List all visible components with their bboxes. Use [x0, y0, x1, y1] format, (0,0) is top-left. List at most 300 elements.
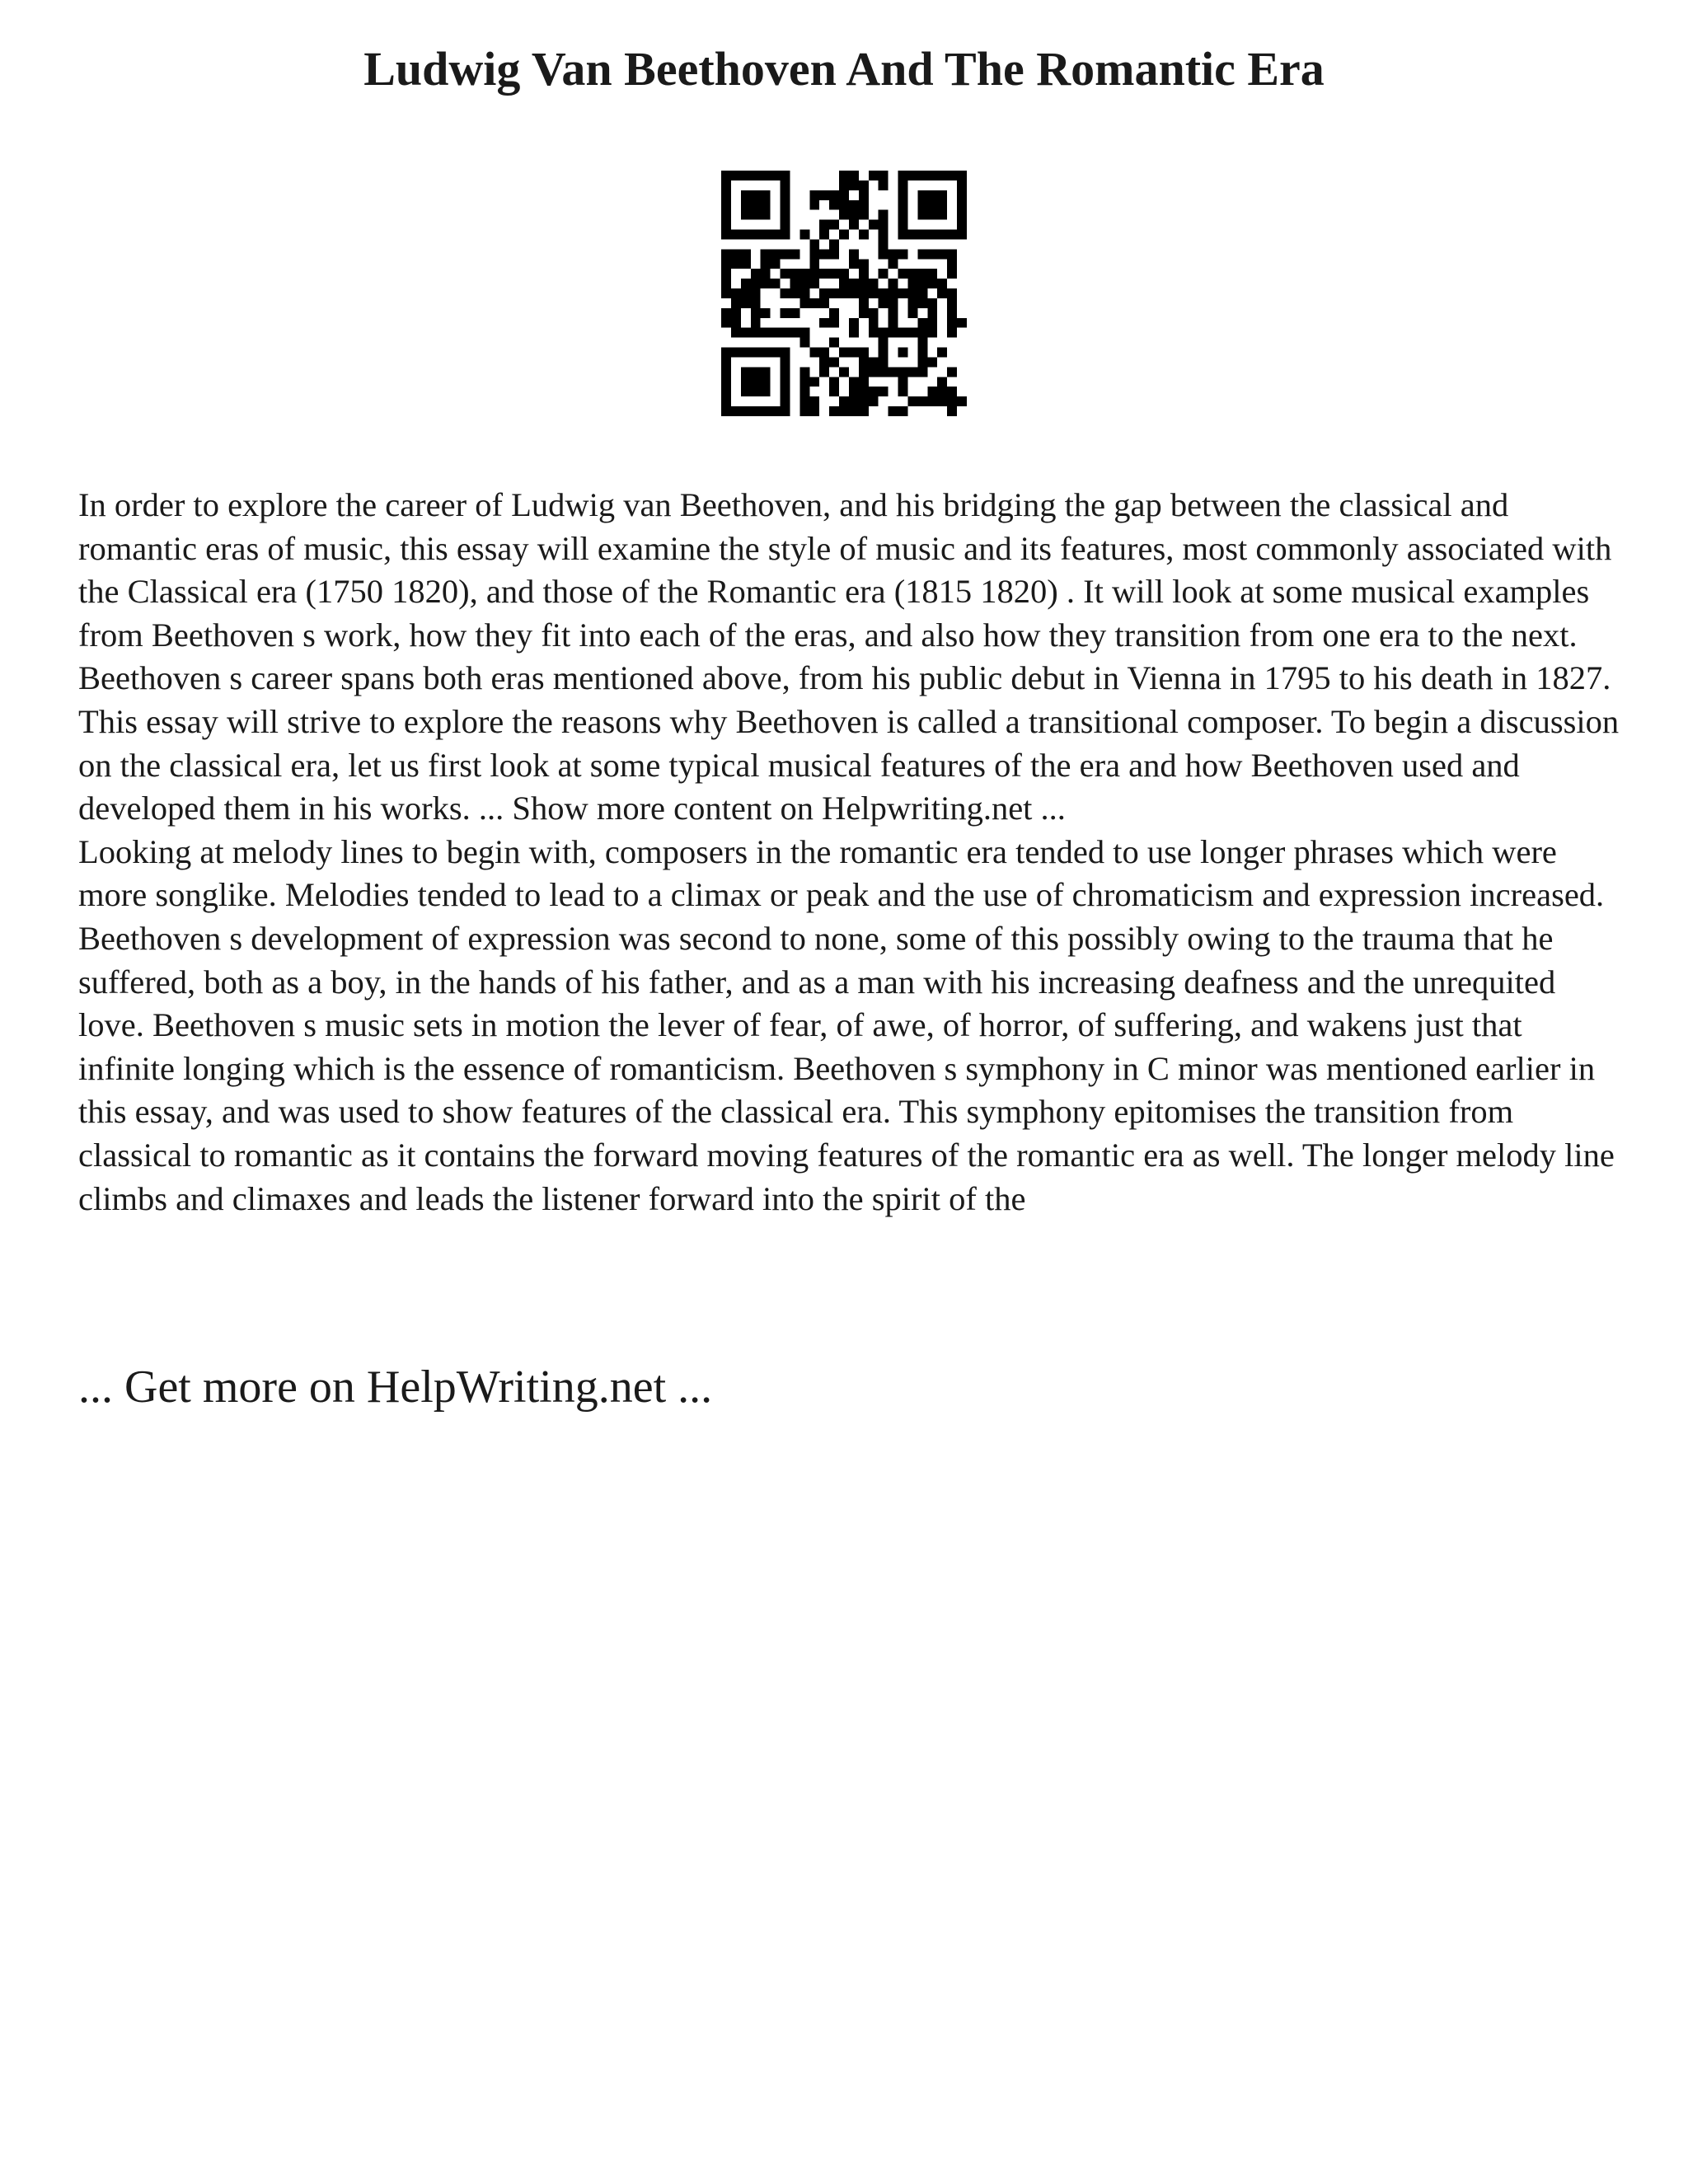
qr-module	[937, 230, 947, 240]
qr-module	[721, 357, 731, 367]
qr-module	[937, 210, 947, 220]
qr-module	[839, 210, 849, 220]
qr-module	[957, 190, 967, 200]
qr-module	[849, 279, 859, 288]
qr-module	[947, 367, 957, 377]
qr-module	[849, 249, 859, 259]
qr-module	[859, 396, 869, 406]
qr-module	[879, 230, 889, 240]
qr-module	[898, 180, 908, 190]
qr-module	[741, 279, 751, 288]
qr-module	[799, 387, 809, 396]
qr-module	[859, 387, 869, 396]
qr-module	[907, 298, 917, 308]
qr-module	[947, 249, 957, 259]
qr-module	[741, 367, 751, 377]
qr-module	[849, 288, 859, 298]
qr-module	[751, 171, 761, 180]
qr-module	[731, 348, 741, 358]
qr-module	[741, 288, 751, 298]
qr-module	[819, 318, 829, 328]
qr-module	[947, 328, 957, 338]
qr-module	[751, 230, 761, 240]
qr-module	[751, 318, 761, 328]
qr-module	[721, 387, 731, 396]
qr-module	[741, 406, 751, 416]
get-more-link[interactable]: ... Get more on HelpWriting.net ...	[78, 1361, 713, 1413]
qr-module	[721, 200, 731, 210]
qr-module	[731, 171, 741, 180]
qr-module	[741, 200, 751, 210]
qr-module	[917, 190, 927, 200]
qr-module	[751, 308, 761, 318]
qr-module	[879, 338, 889, 348]
qr-module	[869, 318, 879, 328]
qr-module	[809, 259, 819, 269]
qr-module	[947, 259, 957, 269]
qr-module	[771, 328, 781, 338]
qr-module	[869, 387, 879, 396]
qr-module	[721, 230, 731, 240]
qr-module	[771, 279, 781, 288]
qr-module	[721, 348, 731, 358]
qr-module	[809, 348, 819, 358]
qr-module	[761, 190, 771, 200]
qr-module	[721, 367, 731, 377]
qr-module	[869, 357, 879, 367]
qr-module	[898, 288, 908, 298]
qr-module	[957, 200, 967, 210]
qr-module	[771, 348, 781, 358]
qr-module	[849, 318, 859, 328]
qr-module	[907, 308, 917, 318]
qr-module	[731, 249, 741, 259]
qr-module	[927, 328, 937, 338]
qr-module	[761, 259, 771, 269]
qr-module	[839, 348, 849, 358]
qr-module	[721, 308, 731, 318]
qr-module	[889, 288, 898, 298]
qr-module	[879, 269, 889, 279]
qr-module	[859, 357, 869, 367]
qr-module	[799, 279, 809, 288]
qr-module	[869, 279, 879, 288]
qr-module	[751, 288, 761, 298]
qr-module	[859, 348, 869, 358]
qr-module	[771, 230, 781, 240]
qr-module	[937, 200, 947, 210]
qr-module	[849, 259, 859, 269]
qr-module	[781, 377, 790, 387]
qr-module	[889, 298, 898, 308]
qr-module	[947, 406, 957, 416]
qr-module	[751, 377, 761, 387]
qr-module	[917, 396, 927, 406]
qr-module	[761, 249, 771, 259]
qr-module	[879, 387, 889, 396]
qr-module	[917, 171, 927, 180]
qr-module	[849, 328, 859, 338]
qr-module	[809, 200, 819, 210]
qr-module	[947, 269, 957, 279]
qr-module	[809, 298, 819, 308]
qr-module	[771, 406, 781, 416]
qr-module	[879, 180, 889, 190]
qr-module	[937, 288, 947, 298]
qr-module	[781, 357, 790, 367]
qr-module	[761, 367, 771, 377]
qr-module	[751, 200, 761, 210]
qr-code-icon	[721, 171, 967, 416]
qr-module	[957, 230, 967, 240]
qr-module	[829, 377, 839, 387]
qr-module	[898, 220, 908, 230]
qr-module	[751, 387, 761, 396]
qr-module	[879, 210, 889, 220]
qr-module	[917, 269, 927, 279]
qr-module	[879, 328, 889, 338]
qr-module	[829, 269, 839, 279]
qr-module	[721, 190, 731, 200]
qr-module	[781, 210, 790, 220]
qr-module	[721, 318, 731, 328]
qr-module	[751, 190, 761, 200]
qr-module	[799, 328, 809, 338]
qr-module	[829, 220, 839, 230]
qr-module	[819, 288, 829, 298]
qr-module	[731, 288, 741, 298]
qr-module	[721, 269, 731, 279]
qr-module	[839, 406, 849, 416]
qr-module	[849, 396, 859, 406]
qr-module	[927, 171, 937, 180]
qr-module	[917, 288, 927, 298]
qr-module	[947, 171, 957, 180]
qr-module	[741, 387, 751, 396]
qr-module	[907, 396, 917, 406]
qr-module	[781, 406, 790, 416]
qr-module	[829, 318, 839, 328]
qr-module	[741, 171, 751, 180]
qr-module	[809, 239, 819, 249]
qr-module	[917, 249, 927, 259]
qr-module	[917, 210, 927, 220]
qr-module	[731, 298, 741, 308]
qr-module	[907, 279, 917, 288]
qr-module	[889, 367, 898, 377]
qr-module	[869, 171, 879, 180]
qr-module	[947, 230, 957, 240]
qr-module	[799, 338, 809, 348]
qr-module	[849, 200, 859, 210]
qr-module	[859, 180, 869, 190]
qr-module	[849, 377, 859, 387]
qr-module	[937, 190, 947, 200]
qr-module	[957, 220, 967, 230]
qr-module	[839, 190, 849, 200]
qr-module	[781, 249, 790, 259]
qr-module	[819, 298, 829, 308]
qr-module	[907, 328, 917, 338]
qr-module	[751, 279, 761, 288]
qr-module	[781, 190, 790, 200]
qr-module	[741, 377, 751, 387]
qr-module	[799, 230, 809, 240]
qr-module	[859, 298, 869, 308]
qr-module	[849, 348, 859, 358]
qr-module	[819, 269, 829, 279]
qr-module	[849, 180, 859, 190]
qr-module	[839, 396, 849, 406]
qr-module	[927, 190, 937, 200]
qr-module	[761, 230, 771, 240]
qr-module	[721, 288, 731, 298]
qr-module	[898, 200, 908, 210]
qr-module	[819, 348, 829, 358]
qr-module	[751, 269, 761, 279]
qr-module	[809, 269, 819, 279]
qr-module	[781, 367, 790, 377]
qr-module	[751, 210, 761, 220]
qr-module	[829, 239, 839, 249]
qr-module	[741, 249, 751, 259]
qr-module	[917, 328, 927, 338]
qr-module	[781, 171, 790, 180]
qr-module	[907, 269, 917, 279]
qr-module	[829, 387, 839, 396]
qr-module	[771, 249, 781, 259]
qr-module	[898, 190, 908, 200]
qr-module	[721, 406, 731, 416]
qr-module	[761, 348, 771, 358]
qr-module	[917, 318, 927, 328]
qr-module	[731, 230, 741, 240]
qr-module	[829, 249, 839, 259]
qr-module	[898, 230, 908, 240]
qr-module	[937, 396, 947, 406]
qr-module	[781, 200, 790, 210]
page-title: Ludwig Van Beethoven And The Romantic Era	[363, 42, 1325, 96]
qr-module	[781, 396, 790, 406]
qr-module	[937, 171, 947, 180]
qr-module	[829, 190, 839, 200]
qr-module	[927, 249, 937, 259]
qr-module	[761, 406, 771, 416]
qr-module	[898, 387, 908, 396]
qr-module	[731, 308, 741, 318]
qr-module	[799, 396, 809, 406]
qr-module	[790, 308, 799, 318]
qr-module	[859, 190, 869, 200]
qr-module	[927, 396, 937, 406]
qr-module	[839, 367, 849, 377]
qr-module	[809, 377, 819, 387]
qr-module	[947, 308, 957, 318]
qr-module	[869, 367, 879, 377]
qr-module	[741, 328, 751, 338]
qr-module	[879, 367, 889, 377]
qr-module	[741, 230, 751, 240]
qr-module	[829, 288, 839, 298]
qr-module	[917, 348, 927, 358]
qr-module	[907, 230, 917, 240]
qr-module	[879, 348, 889, 358]
qr-module	[889, 406, 898, 416]
paragraph: Looking at melody lines to begin with, composers in the romantic era tended to use longer phrases which were more songlike. Melodies tended to lead to a climax or peak and the use of chromaticism and expression increased. Beethoven s development of expression was second to none, some of this possibly owing to the trauma that he suffered, both as a boy, in the hands of his father, and as a man with his increasing deafness and the unrequited love. Beethoven s music sets in motion the lever of fear, of awe, of horror, of suffering, and wakens just that infinite longing which is the essence of romanticism. Beethoven s symphony in C minor was mentioned earlier in this essay, and was used to show features of the classical era. This symphony epitomises the transition from classical to romantic as it contains the forward moving features of the romantic era as well. The longer melody line climbs and climaxes and leads the listener forward into the spirit of the	[78, 832, 1615, 1217]
qr-module	[839, 200, 849, 210]
qr-module	[799, 288, 809, 298]
qr-module	[917, 338, 927, 348]
qr-module	[829, 357, 839, 367]
qr-module	[889, 328, 898, 338]
qr-module	[927, 279, 937, 288]
qr-module	[839, 230, 849, 240]
qr-module	[907, 171, 917, 180]
qr-module	[790, 249, 799, 259]
qr-module	[721, 377, 731, 387]
qr-module	[869, 308, 879, 318]
qr-module	[889, 318, 898, 328]
qr-module	[917, 230, 927, 240]
qr-module	[721, 279, 731, 288]
qr-module	[761, 171, 771, 180]
qr-module	[917, 298, 927, 308]
qr-module	[849, 171, 859, 180]
qr-module	[879, 357, 889, 367]
qr-module	[761, 200, 771, 210]
qr-module	[879, 298, 889, 308]
qr-module	[907, 367, 917, 377]
qr-module	[741, 259, 751, 269]
qr-module	[741, 298, 751, 308]
qr-module	[819, 190, 829, 200]
qr-module	[937, 279, 947, 288]
qr-module	[957, 210, 967, 220]
qr-module	[859, 288, 869, 298]
qr-module	[809, 279, 819, 288]
qr-module	[849, 406, 859, 416]
qr-module	[869, 396, 879, 406]
qr-module	[819, 249, 829, 259]
qr-module	[879, 288, 889, 298]
paragraph: In order to explore the career of Ludwig van Beethoven, and his bridging the gap between the classical and romantic eras of music, this essay will examine the style of music and its features, most commonly associated with the Classical era (1750 1820), and those of the Romantic era (1815 1820) . It will look at some musical examples from Beethoven s work, how they fit into each of the eras, and also how they transition from one era to the next. Beethoven s career spans both eras mentioned above, from his public debut in Vienna in 1795 to his death in 1827. This essay will strive to explore the reasons why Beethoven is called a transitional composer. To begin a discussion on the classical era, let us first look at some typical musical features of the era and how Beethoven used and developed them in his works. ... Show more content on Helpwriting.net ...	[78, 486, 1620, 827]
qr-module	[898, 249, 908, 259]
qr-module	[947, 396, 957, 406]
qr-module	[917, 200, 927, 210]
qr-module	[839, 269, 849, 279]
qr-module	[927, 308, 937, 318]
qr-module	[907, 288, 917, 298]
qr-module	[781, 387, 790, 396]
qr-module	[721, 171, 731, 180]
qr-module	[859, 210, 869, 220]
qr-module	[849, 210, 859, 220]
qr-module	[741, 190, 751, 200]
qr-module	[927, 230, 937, 240]
qr-module	[721, 259, 731, 269]
qr-module	[889, 279, 898, 288]
qr-module	[859, 367, 869, 377]
qr-module	[790, 288, 799, 298]
qr-module	[809, 396, 819, 406]
qr-module	[741, 348, 751, 358]
qr-module	[957, 396, 967, 406]
qr-module	[809, 249, 819, 259]
qr-module	[859, 406, 869, 416]
qr-module	[799, 298, 809, 308]
qr-module	[898, 328, 908, 338]
qr-module	[799, 367, 809, 377]
qr-module	[781, 180, 790, 190]
qr-module	[761, 308, 771, 318]
qr-module	[761, 377, 771, 387]
qr-module	[937, 387, 947, 396]
qr-module	[917, 357, 927, 367]
qr-module	[927, 269, 937, 279]
qr-module	[879, 220, 889, 230]
qr-module	[947, 298, 957, 308]
qr-module	[927, 298, 937, 308]
qr-module	[781, 288, 790, 298]
qr-module	[839, 171, 849, 180]
qr-module	[869, 220, 879, 230]
qr-module	[927, 357, 937, 367]
qr-module	[839, 288, 849, 298]
qr-module	[937, 249, 947, 259]
qr-module	[781, 328, 790, 338]
qr-module	[889, 259, 898, 269]
qr-module	[917, 279, 927, 288]
qr-module	[781, 230, 790, 240]
qr-module	[839, 180, 849, 190]
qr-module	[859, 230, 869, 240]
qr-module	[731, 318, 741, 328]
qr-module	[839, 279, 849, 288]
qr-module	[761, 210, 771, 220]
qr-module	[741, 210, 751, 220]
qr-module	[761, 387, 771, 396]
qr-module	[859, 259, 869, 269]
qr-module	[869, 288, 879, 298]
qr-module	[889, 308, 898, 318]
qr-module	[898, 348, 908, 358]
qr-module	[721, 249, 731, 259]
qr-module	[731, 259, 741, 269]
qr-module	[927, 318, 937, 328]
essay-body	[78, 484, 1620, 1221]
qr-module	[721, 210, 731, 220]
qr-module	[898, 269, 908, 279]
qr-module	[927, 387, 937, 396]
qr-module	[898, 406, 908, 416]
qr-module	[751, 367, 761, 377]
qr-module	[771, 171, 781, 180]
qr-module	[879, 249, 889, 259]
qr-module	[829, 406, 839, 416]
qr-module	[869, 328, 879, 338]
qr-module	[898, 367, 908, 377]
qr-module	[761, 269, 771, 279]
qr-module	[781, 348, 790, 358]
qr-module	[957, 318, 967, 328]
qr-module	[898, 377, 908, 387]
qr-module	[947, 288, 957, 298]
qr-module	[751, 406, 761, 416]
qr-module	[819, 220, 829, 230]
qr-module	[819, 357, 829, 367]
qr-module	[790, 269, 799, 279]
qr-module	[721, 396, 731, 406]
